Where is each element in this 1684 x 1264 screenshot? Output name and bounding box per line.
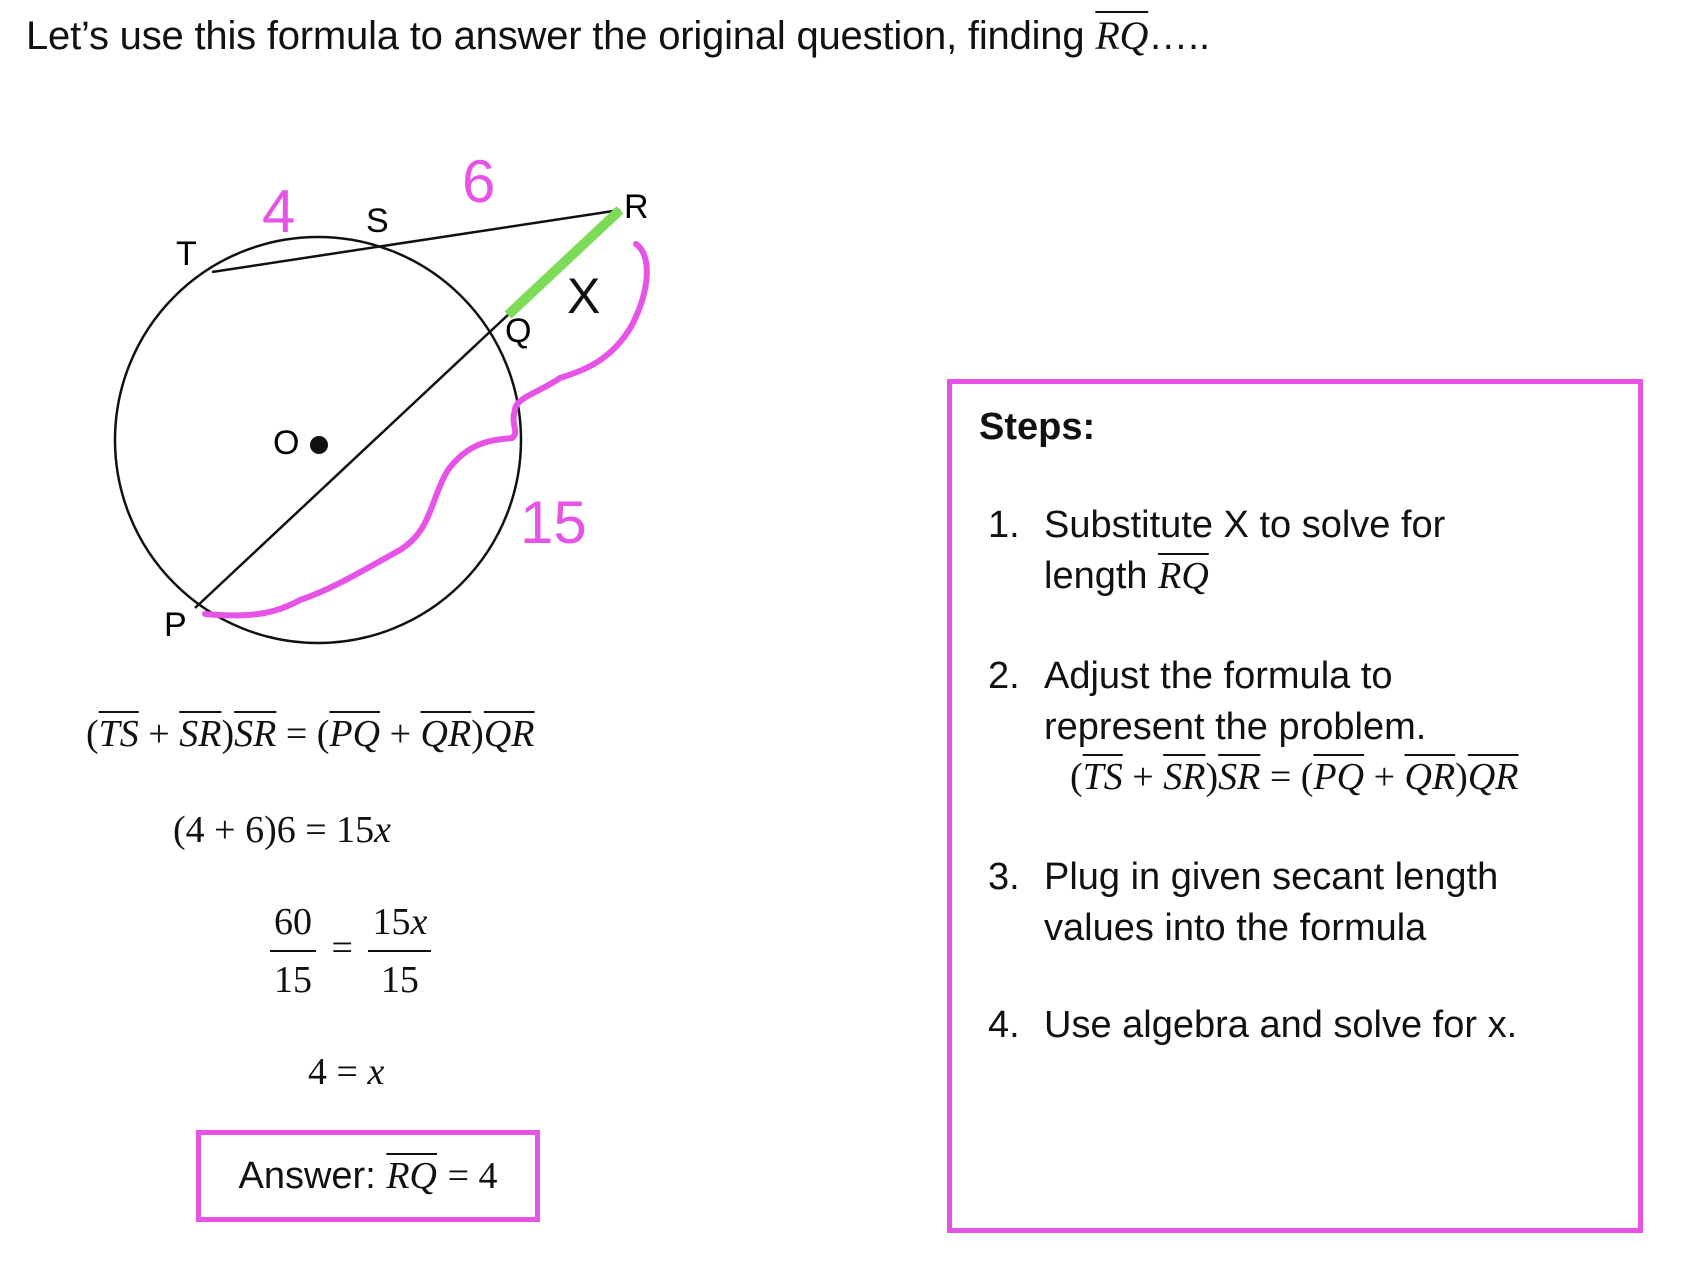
fraction-right <box>368 900 431 1002</box>
step-3-line-1: Plug in given secant length <box>1044 856 1499 898</box>
point-s-label: S <box>366 202 389 240</box>
step-1-line-2 <box>1044 551 1445 602</box>
step-4 <box>988 1000 1518 1051</box>
length-ts-label: 4 <box>262 178 296 245</box>
fraction-left <box>270 900 316 1002</box>
formula-pq: $\overline{PQ}$ <box>329 713 381 755</box>
circle-secant-diagram <box>0 0 700 680</box>
fraction-equals: = <box>331 926 353 969</box>
point-t-label: T <box>176 235 197 273</box>
length-sr-label: 6 <box>462 148 496 215</box>
step-1 <box>988 500 1446 602</box>
fraction-left-den: 15 <box>274 959 312 1001</box>
formula-general: $(\overline{TS} + \overline{SR})\overline{SR} = (\overline{PQ} + \overline{QR})\overline{QR}$ <box>86 713 535 755</box>
step-1-text: length <box>1044 555 1148 597</box>
formula-sr: $\overline{SR}$ <box>179 713 222 755</box>
step-2-line-1: Adjust the formula to <box>1044 655 1393 697</box>
equation-solved-var: x <box>367 1051 385 1093</box>
steps-box <box>947 379 1643 1233</box>
equation-solved <box>308 1050 384 1094</box>
unknown-x-label: X <box>567 268 601 324</box>
intro-segment: $\overline{RQ}$ <box>1095 13 1149 58</box>
fraction-right-den: 15 <box>380 959 419 1001</box>
step-3 <box>988 852 1499 954</box>
step-2 <box>988 651 1427 753</box>
answer-label: Answer: <box>238 1154 376 1197</box>
length-pq-label: 15 <box>520 489 587 556</box>
equation-substituted-var: x <box>374 809 392 851</box>
step-formula-qr: $\overline{QR}$ <box>1404 756 1456 798</box>
step-4-line-1: Use algebra and solve for x. <box>1044 1004 1518 1046</box>
equation-divided <box>270 900 431 1002</box>
equation-substituted <box>173 808 391 852</box>
fraction-right-var: x <box>410 901 428 943</box>
step-formula-sr2: $\overline{SR}$ <box>1218 756 1261 798</box>
answer-segment: $\overline{RQ}$ <box>386 1155 437 1197</box>
intro-sentence: Let’s use this formula to answer the original question, finding <box>26 14 1085 58</box>
equation-substituted-left: (4 + 6)6 = 15 <box>173 809 375 851</box>
step-4-number: 4. <box>988 1004 1020 1046</box>
segment-qr-highlight <box>508 210 620 315</box>
step-3-number: 3. <box>988 856 1020 898</box>
step-formula-sr: $\overline{SR}$ <box>1163 756 1206 798</box>
fraction-right-num <box>368 900 431 952</box>
step-2-formula: $(\overline{TS} + \overline{SR})\overline{SR} = (\overline{PQ} + \overline{QR})\overline{QR}$ <box>1070 756 1519 798</box>
step-1-number: 1. <box>988 504 1020 546</box>
point-r-label: R <box>624 188 649 226</box>
step-formula-ts: $\overline{TS}$ <box>1082 756 1123 798</box>
center-dot <box>310 436 328 454</box>
point-q-label: Q <box>505 312 532 350</box>
answer-value: = 4 <box>447 1155 498 1197</box>
answer-box <box>196 1130 540 1222</box>
formula-sr2: $\overline{SR}$ <box>234 713 277 755</box>
step-formula-pq: $\overline{PQ}$ <box>1313 756 1365 798</box>
formula-ts: $\overline{TS}$ <box>98 713 139 755</box>
step-formula-qr2: $\overline{QR}$ <box>1467 756 1519 798</box>
point-o-label: O <box>273 424 300 462</box>
step-2-line-2: represent the problem. <box>1044 706 1427 748</box>
equation-solved-left: 4 = <box>308 1051 368 1093</box>
point-p-label: P <box>164 606 187 644</box>
intro-ellipsis: ….. <box>1148 14 1210 58</box>
steps-title: Steps: <box>979 406 1096 448</box>
formula-qr2: $\overline{QR}$ <box>483 713 535 755</box>
fraction-right-coef: 15 <box>372 901 411 943</box>
fraction-left-num: 60 <box>270 900 316 952</box>
step-1-line-1: Substitute X to solve for <box>1044 504 1446 546</box>
step-1-segment: $\overline{RQ}$ <box>1158 555 1209 597</box>
step-2-number: 2. <box>988 655 1020 697</box>
formula-qr: $\overline{QR}$ <box>420 713 472 755</box>
step-3-line-2: values into the formula <box>1044 907 1427 949</box>
